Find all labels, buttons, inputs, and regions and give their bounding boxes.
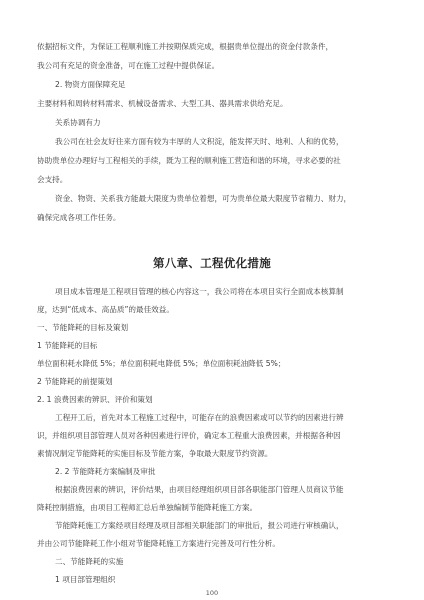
chapter-title: 第八章、工程优化措施: [153, 256, 271, 270]
text-line: 主要材料和周转材料需求、机械设备需求、大型工具、器具需求供给充足。: [37, 99, 288, 108]
text-line: 根据浪费因素的辨识，评价结果，由项目经理组织项目部各职能部门管理人员商议节能: [55, 485, 344, 494]
section-heading: 一、节能降耗的目标及策划: [37, 323, 129, 332]
text-line: 关系协调有力: [55, 118, 101, 127]
text-line: 项目成本管理是工程项目管理的核心内容这一，我公司将在本项目实行全面成本核算制: [55, 287, 344, 296]
text-line: 确保完成各项工作任务。: [37, 213, 121, 222]
text-line: 会支持。: [37, 175, 68, 184]
page-number: 100: [205, 589, 219, 597]
text-line: 并由公司节能降耗工作小组对节能降耗施工方案进行完善及可行性分析。: [37, 539, 280, 548]
text-line: 资金、物资、关系我方能最大限度为贵单位着想，可为贵单位最大限度节省精力、财力，: [55, 194, 352, 203]
text-line: 素情况制定节能降耗的实施目标及节能方案，争取最大限度节约资源。: [37, 449, 273, 458]
text-line: 节能降耗施工方案经项目经理及项目部相关职能部门的审批后，报公司进行审核确认，: [55, 521, 344, 530]
text-line: 协助贵单位办理好与工程相关的手续，既为工程的顺利施工营造和谐的环境，寻求必要的社: [37, 156, 341, 165]
text-line: 2. 物资方面保障充足: [55, 80, 126, 89]
text-line: 度，达到“低成本、高品质”的最佳效益。: [37, 305, 174, 314]
section-heading: 二、节能降耗的实施: [55, 557, 124, 566]
text-line: 单位面积耗水降低 5%；单位面积耗电降低 5%；单位面积耗油降低 5%；: [37, 359, 286, 368]
text-line: 依据招标文件，为保证工程顺利施工并按期保质完成，根据贵单位提出的资金付款条件，: [37, 42, 334, 51]
subsection-heading: 2. 1 浪费因素的辨识、评价和策划: [37, 395, 153, 404]
text-line: 工程开工后，首先对本工程施工过程中，可能存在的浪费因素或可以节约的因素进行辨: [55, 413, 344, 422]
subsection-heading: 2 节能降耗的前提策划: [37, 377, 113, 386]
subsection-heading: 2. 2 节能降耗方案编制及审批: [55, 467, 156, 476]
text-line: 我公司在社会友好往来方面有较为丰厚的人文积淀，能发挥天时、地利、人和的优势，: [55, 137, 344, 146]
subsection-heading: 1 节能降耗的目标: [37, 341, 98, 350]
text-line: 识，并组织项目部管理人员对各种因素进行评价，确定本工程重大浪费因素，并根据各种因: [37, 431, 341, 440]
text-line: 我公司有充足的资金准备，可在施工过程中提供保证。: [37, 61, 220, 70]
subsection-heading: 1 项目部管理组织: [55, 575, 116, 584]
text-line: 降耗控制措施，由项目工程师汇总后单独编制节能降耗施工方案。: [37, 503, 258, 512]
